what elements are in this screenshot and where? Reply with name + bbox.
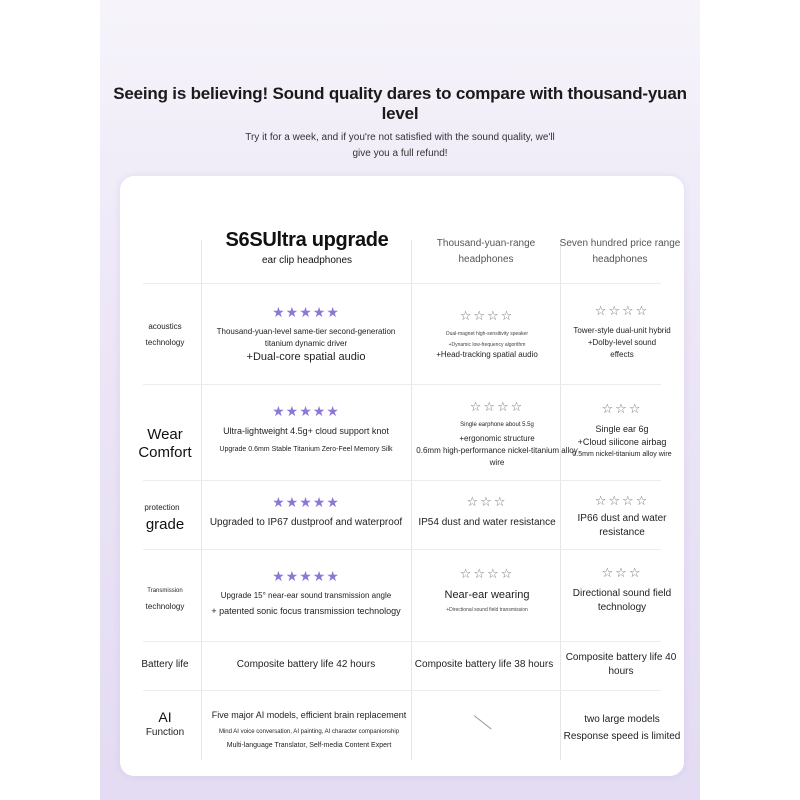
rating-stars-filled: ★★★★★ [272,494,340,510]
cell-text: technology [597,602,647,613]
competitor-2-header-line: Seven hundred price range [559,238,681,249]
cell-text: two large models [584,713,660,725]
column-divider [411,240,412,760]
cell-text: + patented sonic focus transmission technology [211,606,401,616]
cell-text: Response speed is limited [563,730,681,742]
cell-text: wire [489,458,505,467]
competitor-2-cell-acoustics [562,298,682,366]
cell-text: +Dolby-level sound [587,338,657,347]
cell-text: IP66 dust and water [577,512,667,524]
cell-text: 0.5mm nickel-titanium alloy wire [572,450,672,458]
cell-text: resistance [599,526,645,538]
row-label-line: Function [145,727,185,738]
cell-text: Upgrade 15° near-ear sound transmission angle [220,591,392,600]
cell-text: Single ear 6g [595,423,649,434]
competitor-2-header [556,232,684,272]
row-label-line: technology [145,338,185,347]
column-divider [560,240,561,760]
main-cell-battery-life [204,655,408,675]
competitor-2-cell-battery-life [555,652,687,677]
cell-text: Composite battery life 38 hours [414,659,554,670]
row-divider [143,549,661,550]
competitor-1-cell-wear-comfort [414,396,580,472]
headline: Seeing is believing! Sound quality dares to compare with thousand-yuan level [113,84,687,123]
competitor-2-cell-wear-comfort [562,394,682,466]
rating-stars-outline: ☆☆☆☆ [594,303,650,318]
cell-text: Upgrade 0.6mm Stable Titanium Zero-Feel Memory Silk [219,446,393,453]
main-product-header [212,222,402,272]
row-label-wear-comfort [128,424,202,464]
subline-line-1: Try it for a week, and if you're not satisfied with the sound quality, we'll [245,132,555,143]
competitor-2-cell-protection-grade [562,492,682,540]
competitor-1-cell-transmission [414,560,560,620]
rating-stars-outline: ☆☆☆☆ [469,399,525,414]
row-label-line: Comfort [138,444,192,461]
row-label-line: Transmission [147,588,183,594]
row-divider [143,283,661,284]
cell-text: +Dynamic low-frequency algorithm [448,341,526,348]
rating-stars-outline: ☆☆☆ [466,494,508,509]
cell-text: +Head-tracking spatial audio [436,349,538,359]
rating-stars-filled: ★★★★★ [272,403,340,419]
competitor-1-header-line: headphones [458,254,514,265]
row-label-ai-function [128,704,202,744]
cell-text: Directional sound field [572,588,672,599]
row-label-line: grade [145,516,185,533]
main-cell-ai-function [204,704,414,756]
cell-text: Five major AI models, efficient brain replacement [211,710,407,720]
main-cell-acoustics [204,294,408,374]
competitor-1-cell-acoustics [414,298,560,370]
cell-text: effects [610,350,634,359]
rating-stars-outline: ☆☆☆☆ [459,566,515,581]
main-cell-wear-comfort [204,396,408,462]
competitor-1-cell-battery-life [414,655,554,675]
rating-stars-outline: ☆☆☆☆ [459,307,515,323]
cell-text: Composite battery life 42 hours [236,659,376,670]
row-divider [143,641,661,642]
rating-stars-outline: ☆☆☆☆ [594,492,650,508]
cell-text: +ergonomic structure [459,434,535,443]
row-label-line: Battery life [141,659,189,670]
row-label-line: AI [158,709,172,725]
cell-text: Mind AI voice conversation, AI painting, AI character companionship [218,729,400,735]
row-label-line: acoustics [148,322,182,331]
competitor-2-cell-transmission [562,560,682,620]
cell-text: Ultra-lightweight 4.5g+ cloud support knot [223,426,389,436]
competitor-1-header [416,232,556,272]
competitor-2-cell-ai-function [562,708,682,748]
cell-text: Dual-magnet high-sensitivity speaker [446,330,528,337]
cell-text: Thousand-yuan-level same-tier second-generation [216,326,396,336]
cell-text: Multi-language Translator, Self-media Content Expert [226,742,392,749]
cell-text: Near-ear wearing [444,589,530,601]
row-divider [143,384,661,385]
subline [240,130,560,162]
cell-text: Upgraded to IP67 dustproof and waterproof [209,517,403,528]
cell-text: +Cloud silicone airbag [577,436,667,447]
main-product-subtitle: ear clip headphones [261,255,353,266]
main-cell-transmission [204,560,408,626]
cell-text: IP54 dust and water resistance [418,517,556,528]
row-label-protection-grade [128,496,202,538]
subline-line-2: give you a full refund! [352,148,448,159]
cell-text: Composite battery life 40 hours [565,652,677,677]
competitor-1-cell-protection-grade [414,490,560,534]
row-label-line: Wear [147,426,183,443]
cell-text: Tower-style dual-unit hybrid [573,326,671,335]
rating-stars-outline: ☆☆☆ [601,400,643,416]
rating-stars-filled: ★★★★★ [272,303,340,320]
competitor-1-header-line: Thousand-yuan-range [436,238,536,249]
row-divider [143,690,661,691]
competitor-2-header-line: headphones [592,254,648,265]
main-product-title: S6SUltra upgrade [225,229,389,251]
cell-text: 0.6mm high-performance nickel-titanium alloy [416,446,578,455]
row-label-line: protection [144,503,180,512]
cell-text: Single earphone about 5.5g [460,422,534,428]
row-label-acoustics [128,313,202,357]
row-label-transmission [128,582,202,616]
rating-stars-outline: ☆☆☆ [601,565,643,580]
cell-text: titanium dynamic driver [264,338,348,348]
cell-text: +Directional sound field transmission [446,607,528,613]
rating-stars-filled: ★★★★★ [272,568,340,584]
cell-text: +Dual-core spatial audio [246,350,366,363]
row-label-battery-life [128,655,202,675]
main-cell-protection-grade [204,490,408,534]
row-label-line: technology [145,602,185,611]
row-divider [143,480,661,481]
